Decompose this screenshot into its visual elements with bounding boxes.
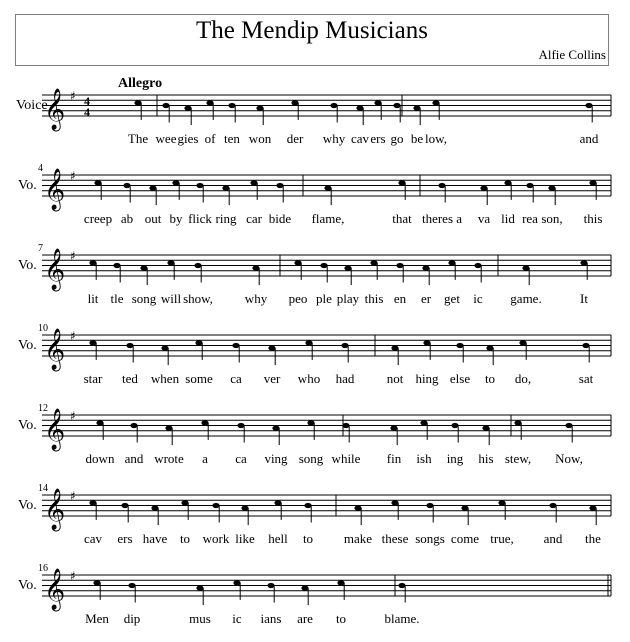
- lyric-syllable: ish: [416, 451, 432, 466]
- svg-text:4: 4: [84, 94, 90, 108]
- staff-system: [0, 315, 630, 395]
- lyric-syllable: Now,: [555, 451, 583, 466]
- lyric-syllable: er: [420, 291, 432, 306]
- tempo-marking: Allegro: [118, 76, 163, 91]
- svg-text:𝄞: 𝄞: [44, 249, 66, 290]
- lyric-syllable: flame,: [311, 211, 345, 226]
- lyric-syllable: blame.: [384, 611, 420, 626]
- staff-lines: [0, 75, 630, 155]
- instrument-label: Vo.: [18, 498, 37, 513]
- lyric-syllable: are: [297, 611, 313, 626]
- staff-system: [0, 155, 630, 235]
- svg-text:♯: ♯: [70, 89, 76, 103]
- lyric-syllable: bide: [268, 211, 292, 226]
- lyric-syllable: car: [246, 211, 262, 226]
- lyric-syllable: ted: [122, 371, 138, 386]
- lyric-syllable: to: [302, 531, 314, 546]
- lyric-syllable: wrote: [154, 451, 184, 466]
- lyric-syllable: Men: [85, 611, 109, 626]
- lyric-syllable: ca: [230, 371, 242, 386]
- svg-text:𝄞: 𝄞: [44, 409, 66, 450]
- lyric-syllable: true,: [490, 531, 514, 546]
- lyric-syllable: while: [331, 451, 361, 466]
- lyric-syllable: ic: [232, 611, 242, 626]
- lyric-syllable: ic: [473, 291, 483, 306]
- lyric-syllable: down: [85, 451, 115, 466]
- instrument-label: Vo.: [18, 338, 37, 353]
- staff-system: [0, 395, 630, 475]
- lyric-syllable: hing: [415, 371, 439, 386]
- lyric-syllable: fin: [386, 451, 402, 466]
- lyric-syllable: son,: [541, 211, 563, 226]
- lyric-syllable: ving: [264, 451, 288, 466]
- lyric-syllable: It: [580, 291, 588, 306]
- score-title: The Mendip Musicians: [196, 17, 428, 44]
- lyric-syllable: hell: [268, 531, 288, 546]
- measure-number: 10: [38, 323, 48, 334]
- lyric-syllable: ers: [370, 131, 386, 146]
- lyric-syllable: theres a: [421, 211, 463, 226]
- lyric-syllable: lit: [87, 291, 99, 306]
- instrument-label: Vo.: [18, 418, 37, 433]
- lyric-syllable: wee: [155, 131, 177, 146]
- lyric-syllable: peo: [288, 291, 308, 306]
- lyric-syllable: a: [202, 451, 208, 466]
- lyric-syllable: get: [444, 291, 460, 306]
- svg-text:♯: ♯: [70, 329, 76, 343]
- lyric-syllable: make: [343, 531, 373, 546]
- staff-system: [0, 555, 630, 635]
- lyric-syllable: dip: [123, 611, 141, 626]
- staff-system: [0, 75, 630, 155]
- lyric-syllable: his: [478, 451, 494, 466]
- lyric-syllable: mus: [189, 611, 211, 626]
- lyric-syllable: some: [185, 371, 213, 386]
- measure-number: 16: [38, 563, 48, 574]
- lyric-syllable: go: [390, 131, 404, 146]
- lyric-syllable: gies: [177, 131, 199, 146]
- lyric-syllable: be: [410, 131, 424, 146]
- lyric-syllable: play: [336, 291, 360, 306]
- lyric-syllable: ab: [120, 211, 134, 226]
- lyric-syllable: to: [179, 531, 191, 546]
- instrument-label: Vo.: [18, 258, 37, 273]
- measure-number: 14: [38, 483, 48, 494]
- lyric-syllable: ver: [263, 371, 281, 386]
- measure-number: 7: [38, 243, 43, 254]
- lyric-syllable: va: [477, 211, 491, 226]
- staff-system: [0, 235, 630, 315]
- lyric-syllable: work: [202, 531, 230, 546]
- lyric-syllable: do,: [514, 371, 532, 386]
- title-box: [15, 14, 609, 66]
- svg-text:♯: ♯: [70, 569, 76, 583]
- lyric-syllable: why: [322, 131, 346, 146]
- lyric-syllable: songs: [415, 531, 445, 546]
- lyric-syllable: ing: [446, 451, 464, 466]
- measure-number: 4: [38, 163, 43, 174]
- lyric-syllable: sat: [578, 371, 594, 386]
- lyric-syllable: song: [131, 291, 157, 306]
- lyric-syllable: out: [144, 211, 162, 226]
- instrument-label: Vo.: [18, 578, 37, 593]
- staff-system: [0, 475, 630, 555]
- svg-text:♯: ♯: [70, 409, 76, 423]
- lyric-syllable: and: [124, 451, 144, 466]
- lyric-syllable: ple: [316, 291, 332, 306]
- lyric-syllable: ers: [117, 531, 133, 546]
- lyric-syllable: show,: [183, 291, 213, 306]
- lyric-syllable: tle: [110, 291, 124, 306]
- lyric-syllable: The: [127, 131, 149, 146]
- instrument-label: Vo.: [18, 178, 37, 193]
- lyric-syllable: creep: [83, 211, 113, 226]
- lyric-syllable: en: [393, 291, 407, 306]
- svg-text:♯: ♯: [70, 169, 76, 183]
- lyric-syllable: have: [142, 531, 168, 546]
- lyric-syllable: ten: [224, 131, 240, 146]
- lyric-syllable: cav: [83, 531, 103, 546]
- svg-text:4: 4: [84, 105, 90, 119]
- lyric-syllable: song: [298, 451, 324, 466]
- lyric-syllable: der: [286, 131, 304, 146]
- svg-text:𝄞: 𝄞: [44, 489, 66, 530]
- lyric-syllable: and: [543, 531, 563, 546]
- lyric-syllable: this: [364, 291, 384, 306]
- svg-text:𝄞: 𝄞: [44, 569, 66, 610]
- lyric-syllable: not: [386, 371, 404, 386]
- lyric-syllable: when: [150, 371, 180, 386]
- lyric-syllable: star: [83, 371, 103, 386]
- lyric-syllable: cav: [350, 131, 370, 146]
- svg-text:♯: ♯: [70, 489, 76, 503]
- lyric-syllable: like: [235, 531, 255, 546]
- lyric-syllable: game.: [510, 291, 542, 306]
- lyric-syllable: ring: [215, 211, 237, 226]
- lyric-syllable: why: [244, 291, 268, 306]
- lyric-syllable: by: [169, 211, 183, 226]
- lyric-syllable: and: [579, 131, 599, 146]
- lyric-syllable: come: [450, 531, 480, 546]
- instrument-label: Voice: [16, 98, 48, 113]
- composer-name: Alfie Collins: [538, 47, 606, 62]
- lyric-syllable: won: [248, 131, 272, 146]
- lyric-syllable: had: [335, 371, 355, 386]
- lyric-syllable: ca: [235, 451, 247, 466]
- svg-text:𝄞: 𝄞: [44, 89, 66, 130]
- lyric-syllable: this: [583, 211, 603, 226]
- lyric-syllable: flick: [188, 211, 212, 226]
- svg-text:♯: ♯: [70, 249, 76, 263]
- svg-text:𝄞: 𝄞: [44, 169, 66, 210]
- measure-number: 12: [38, 403, 48, 414]
- lyric-syllable: to: [335, 611, 347, 626]
- lyric-syllable: rea: [522, 211, 538, 226]
- svg-text:𝄞: 𝄞: [44, 329, 66, 370]
- lyric-syllable: that: [392, 211, 412, 226]
- lyric-syllable: who: [297, 371, 321, 386]
- lyric-syllable: the: [585, 531, 601, 546]
- lyric-syllable: lid: [501, 211, 515, 226]
- lyric-syllable: low,: [425, 131, 447, 146]
- lyric-syllable: to: [484, 371, 496, 386]
- lyric-syllable: stew,: [504, 451, 532, 466]
- lyric-syllable: these: [381, 531, 409, 546]
- lyric-syllable: of: [204, 131, 216, 146]
- lyric-syllable: ians: [260, 611, 282, 626]
- lyric-syllable: else: [449, 371, 471, 386]
- lyric-syllable: will: [160, 291, 182, 306]
